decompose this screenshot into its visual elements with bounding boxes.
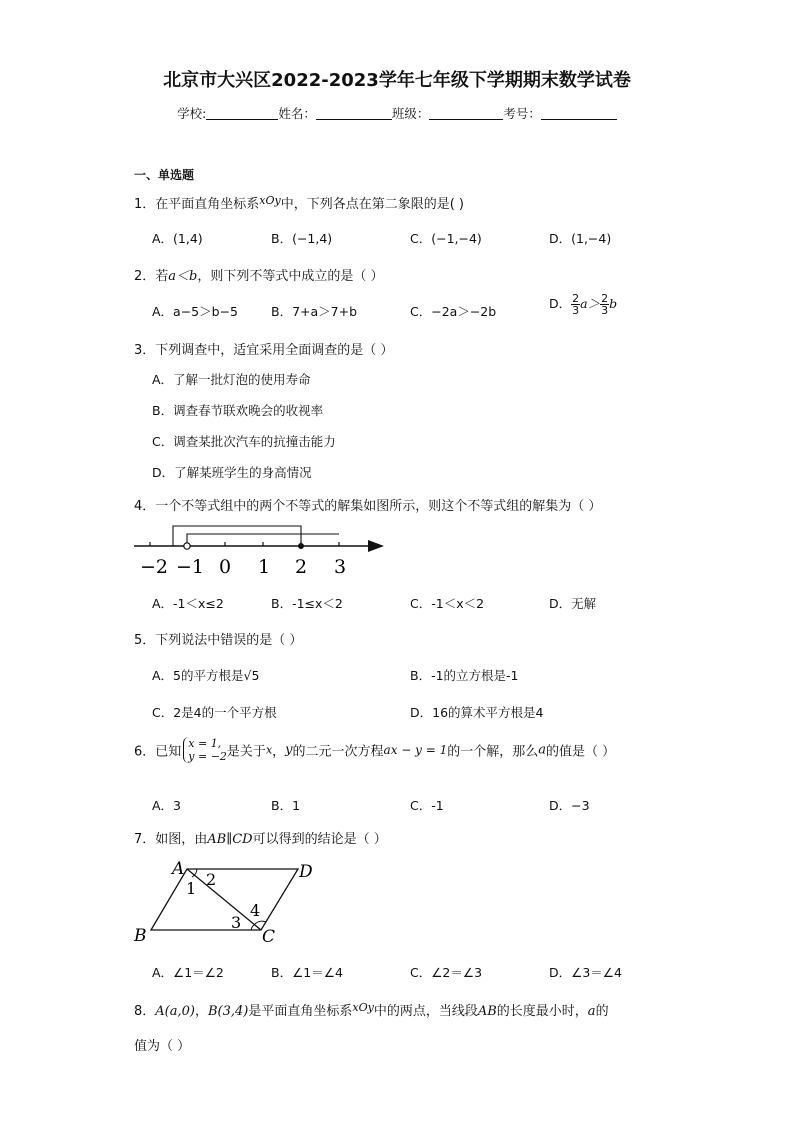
- q5-option-a[interactable]: A．5的平方根是√5: [152, 668, 260, 683]
- q7-option-a[interactable]: A．∠1＝∠2: [152, 965, 224, 980]
- q4-option-b[interactable]: B．-1≤x＜2: [271, 596, 343, 611]
- q1-text-post: 中，下列各点在第二象限的是( ): [280, 197, 464, 212]
- name-label: 姓名：: [278, 106, 316, 121]
- question-6-stem: [134, 737, 615, 763]
- q7-option-d[interactable]: D．∠3＝∠4: [549, 965, 622, 980]
- tick-label: 3: [334, 556, 347, 578]
- angle-1-label: 1: [186, 879, 197, 898]
- tick-label: 2: [295, 556, 308, 578]
- q6-text-mid2: 的二元一次方程: [292, 744, 384, 760]
- angle-mark-c1: [251, 924, 255, 930]
- open-point: [184, 543, 190, 549]
- q2-option-d[interactable]: [549, 293, 617, 316]
- q8-segment: AB: [477, 1004, 497, 1019]
- question-2-stem: [134, 265, 384, 284]
- school-label: 学校:: [177, 106, 207, 121]
- student-info-line: [0, 104, 794, 122]
- q8-point-b: B(3,4): [207, 1004, 249, 1019]
- class-label: 班级：: [391, 106, 430, 121]
- solution-set-1: [173, 526, 301, 546]
- q5-option-b[interactable]: B．-1的立方根是-1: [410, 668, 519, 683]
- q3-option-a[interactable]: A．了解一批灯泡的使用寿命: [152, 372, 311, 387]
- q6-var-a: a: [538, 742, 547, 758]
- q1-option-d[interactable]: D．(1,−4): [549, 231, 612, 246]
- page-title: 北京市大兴区2022-2023学年七年级下学期期末数学试卷: [163, 70, 631, 91]
- section-heading: 一、单选题: [134, 168, 195, 182]
- q1-var: xOy: [259, 194, 281, 207]
- q6-option-b[interactable]: B．1: [271, 798, 301, 813]
- tick-label: 0: [219, 556, 232, 578]
- q6-text-mid: 是关于: [226, 744, 266, 760]
- q8-text-mid: 中的两点，当线段: [373, 1004, 478, 1019]
- label-c: C: [262, 927, 276, 947]
- number-blank: [541, 107, 617, 120]
- q2-option-b[interactable]: B．7+a＞7+b: [271, 304, 358, 319]
- q7-text-post: 可以得到的结论是（ ）: [252, 832, 387, 847]
- fraction-two-thirds-1: $\frac{2}{3}$: [572, 292, 580, 317]
- q1-option-c[interactable]: C．(−1,−4): [410, 231, 482, 246]
- q2-text: 2．若: [134, 269, 169, 284]
- q7-text: 7．如图，由: [134, 832, 208, 847]
- q1-option-a[interactable]: A．(1,4): [152, 231, 203, 246]
- tick-label: 1: [258, 556, 271, 578]
- q6-comma: ，: [272, 744, 286, 760]
- number-line-figure: [130, 518, 390, 580]
- q8-number: 8．: [134, 1004, 156, 1019]
- angle-4-label: 4: [250, 901, 261, 920]
- q8-var-a: a: [587, 1004, 596, 1019]
- q4-option-c[interactable]: C．-1＜x＜2: [410, 596, 485, 611]
- q6-option-c[interactable]: C．-1: [410, 798, 444, 813]
- question-7-stem: [134, 828, 387, 847]
- q1-option-b[interactable]: B．(−1,4): [271, 231, 333, 246]
- q8-var: xOy: [352, 1001, 374, 1014]
- q2-text-post: ，则下列不等式中成立的是（ ）: [197, 269, 384, 284]
- diagonal-ac: [187, 869, 261, 930]
- q2-option-c[interactable]: C．−2a＞−2b: [410, 304, 497, 319]
- label-d: D: [299, 862, 313, 882]
- q6-option-d[interactable]: D．−3: [549, 798, 590, 813]
- question-4-stem: 4．一个不等式组中的两个不等式的解集如图所示，则这个不等式组的解集为（ ）: [134, 499, 602, 514]
- question-3-stem: 3．下列调查中，适宜采用全面调查的是（ ）: [134, 343, 394, 358]
- q3-option-b[interactable]: B．调查春节联欢晚会的收视率: [152, 403, 324, 418]
- q4-option-d[interactable]: D．无解: [549, 596, 597, 611]
- q4-option-a[interactable]: A．-1＜x≤2: [152, 596, 224, 611]
- q6-var-x: x: [265, 743, 273, 757]
- question-8-stem-line2: 值为（ ）: [134, 1039, 191, 1054]
- q8-sep: ，: [194, 1004, 208, 1019]
- q3-option-d[interactable]: D．了解某班学生的身高情况: [152, 465, 312, 480]
- q2-option-d-prefix: D．: [549, 296, 572, 311]
- q6-text-post: 的值是（ ）: [546, 744, 616, 760]
- q5-option-d[interactable]: D．16的算术平方根是4: [410, 705, 544, 720]
- angle-3-label: 3: [231, 913, 242, 932]
- q2-option-d-b: b: [609, 296, 618, 311]
- q8-point-a: A(a,0): [155, 1004, 195, 1019]
- q1-text: 1．在平面直角坐标系: [134, 197, 260, 212]
- number-line-arrow: [368, 540, 384, 552]
- question-1-stem: [134, 193, 464, 212]
- number-label: 考号：: [503, 106, 541, 121]
- fraction-two-thirds-2: $\frac{2}{3}$: [601, 292, 609, 317]
- q7-var: AB∥CD: [207, 832, 253, 847]
- q6-text: 6．已知: [134, 744, 182, 760]
- tick-label: −1: [176, 556, 205, 578]
- q5-option-c[interactable]: C．2是4的一个平方根: [152, 705, 277, 720]
- school-blank: [206, 107, 278, 120]
- q6-var-y: y: [285, 742, 293, 758]
- q2-var: a＜b: [168, 269, 198, 284]
- label-a: A: [172, 859, 185, 879]
- q2-option-a[interactable]: A．a−5＞b−5: [152, 304, 238, 319]
- question-5-stem: 5．下列说法中错误的是（ ）: [134, 633, 303, 648]
- name-blank: [316, 107, 392, 120]
- closed-point: [298, 543, 304, 549]
- q3-option-c[interactable]: C．调查某批次汽车的抗撞击能力: [152, 434, 336, 449]
- angle-2-label: 2: [206, 870, 217, 889]
- q8-text-end: 的: [595, 1004, 609, 1019]
- q6-text-mid3: 的一个解，那么: [447, 744, 539, 760]
- q2-option-d-a: a＞: [580, 296, 601, 311]
- parallelogram-figure: [130, 855, 320, 950]
- label-b: B: [134, 926, 147, 946]
- tick-label: −2: [140, 556, 169, 578]
- q7-option-b[interactable]: B．∠1＝∠4: [271, 965, 343, 980]
- q8-text: 是平面直角坐标系: [248, 1004, 353, 1019]
- q8-text-post: 的长度最小时，: [496, 1004, 588, 1019]
- q6-equation: ax − y = 1: [383, 743, 448, 757]
- q6-option-a[interactable]: A．3: [152, 798, 182, 813]
- question-8-stem: [134, 1000, 609, 1019]
- q7-option-c[interactable]: C．∠2＝∠3: [410, 965, 483, 980]
- class-blank: [429, 107, 503, 120]
- equation-system: x = 1, y = −2: [183, 737, 227, 763]
